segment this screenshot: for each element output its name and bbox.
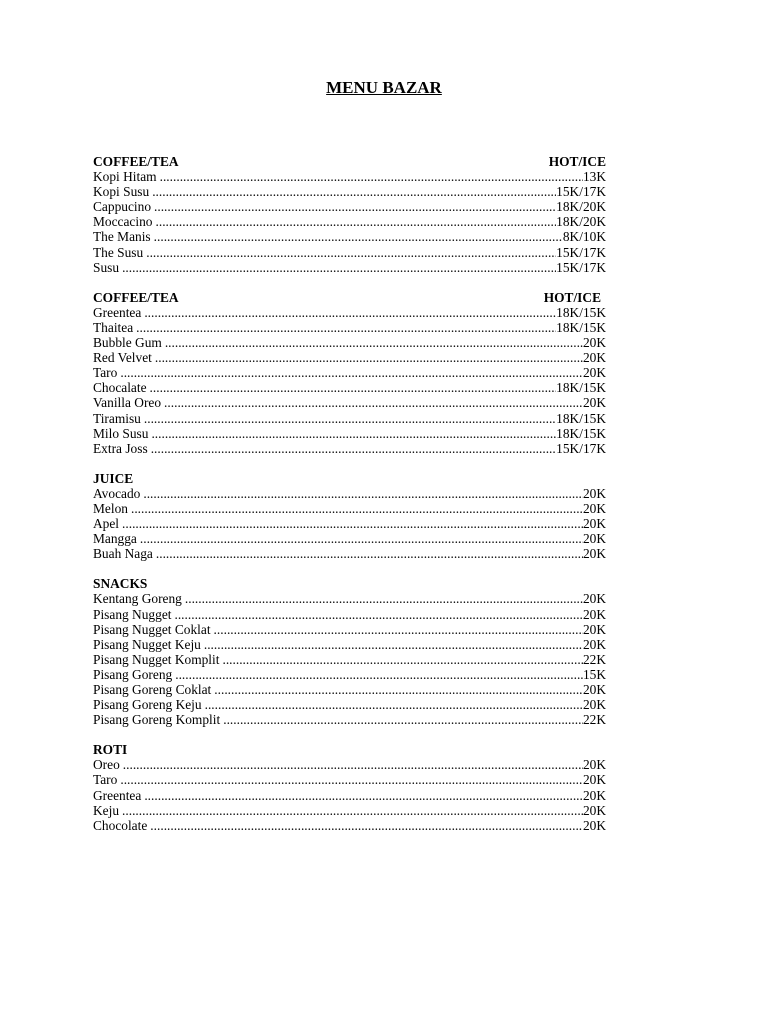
menu-item-name: Kopi Susu xyxy=(93,184,150,200)
menu-item-price: 20K xyxy=(582,350,606,366)
dot-leader xyxy=(172,667,583,682)
menu-item-name: Avocado xyxy=(93,485,141,501)
menu-item-price: 15K/17K xyxy=(556,259,606,275)
dot-leader xyxy=(152,350,583,365)
menu-item-price: 18K/15K xyxy=(556,304,606,320)
menu-item xyxy=(93,712,606,727)
menu-item-price: 20K xyxy=(582,787,606,803)
menu-item-name: Oreo xyxy=(93,757,120,773)
menu-item xyxy=(93,531,606,546)
menu-item-name: Chocalate xyxy=(93,380,147,396)
menu-item-name: Moccacino xyxy=(93,214,153,230)
menu-item-name: Apel xyxy=(93,516,120,532)
dot-leader xyxy=(117,772,583,787)
dot-leader xyxy=(182,591,583,606)
menu-item-price: 15K xyxy=(582,666,606,682)
menu-section-coffee-tea xyxy=(93,154,606,275)
section-header xyxy=(93,471,606,486)
menu-item-name: Milo Susu xyxy=(93,425,149,441)
dot-leader xyxy=(141,305,556,320)
section-header xyxy=(93,290,606,305)
section-column-label: HOT/ICE xyxy=(543,289,601,305)
menu-item xyxy=(93,214,606,229)
menu-item xyxy=(93,667,606,682)
dot-leader xyxy=(149,184,556,199)
dot-leader xyxy=(140,486,583,501)
dot-leader xyxy=(148,426,556,441)
dot-leader xyxy=(147,380,557,395)
dot-leader xyxy=(147,818,583,833)
menu-item-name: Pisang Goreng Keju xyxy=(93,697,202,713)
menu-item-price: 8K/10K xyxy=(562,229,606,245)
menu-item xyxy=(93,245,606,260)
section-header xyxy=(93,576,606,591)
menu-item xyxy=(93,380,606,395)
menu-item-name: Tiramisu xyxy=(93,410,141,426)
dot-leader xyxy=(128,501,583,516)
menu-item-name: Pisang Nugget Coklat xyxy=(93,621,211,637)
menu-item-name: Chocolate xyxy=(93,817,148,833)
menu-item-price: 20K xyxy=(582,636,606,652)
dot-leader xyxy=(119,803,583,818)
section-column-label: HOT/ICE xyxy=(548,154,606,169)
menu-item-name: Extra Joss xyxy=(93,440,148,456)
menu-item-price: 13K xyxy=(582,169,606,185)
dot-leader xyxy=(143,245,556,260)
menu-item-name: The Susu xyxy=(93,244,144,260)
menu-item-name: Kentang Goreng xyxy=(93,591,182,607)
menu-item-name: Vanilla Oreo xyxy=(93,395,162,411)
dot-leader xyxy=(211,682,583,697)
menu-item xyxy=(93,395,606,410)
section-header xyxy=(93,154,606,169)
dot-leader xyxy=(153,214,557,229)
menu-item xyxy=(93,818,606,833)
menu-item xyxy=(93,622,606,637)
menu-item xyxy=(93,788,606,803)
menu-item-price: 20K xyxy=(582,531,606,547)
menu-section-roti xyxy=(93,742,606,833)
dot-leader xyxy=(202,697,583,712)
dot-leader xyxy=(157,169,583,184)
dot-leader xyxy=(151,199,556,214)
menu-item-price: 15K/17K xyxy=(556,440,606,456)
menu-item-price: 18K/20K xyxy=(556,199,606,215)
menu-item-price: 20K xyxy=(582,757,606,773)
menu-item-name: Susu xyxy=(93,259,120,275)
menu-item-price: 18K/15K xyxy=(556,410,606,426)
page-title: MENU BAZAR xyxy=(326,78,442,97)
menu-item-name: Pisang Nugget Keju xyxy=(93,636,201,652)
section-header xyxy=(93,742,606,757)
dot-leader xyxy=(133,320,556,335)
menu-item-name: Pisang Nugget Komplit xyxy=(93,651,220,667)
menu-item-price: 20K xyxy=(582,697,606,713)
menu-item-name: Greentea xyxy=(93,787,142,803)
menu-item-name: Greentea xyxy=(93,304,142,320)
menu-item xyxy=(93,229,606,244)
menu-section-coffee-tea xyxy=(93,290,606,456)
dot-leader xyxy=(117,365,583,380)
menu-item-name: The Manis xyxy=(93,229,151,245)
menu-item-name: Buah Naga xyxy=(93,546,153,562)
dot-leader xyxy=(120,757,583,772)
menu-item-price: 15K/17K xyxy=(556,244,606,260)
dot-leader xyxy=(141,411,556,426)
dot-leader xyxy=(119,260,556,275)
menu-item-price: 20K xyxy=(582,485,606,501)
menu-item-name: Red Velvet xyxy=(93,350,152,366)
menu-section-juice xyxy=(93,471,606,562)
menu-item-price: 20K xyxy=(582,802,606,818)
dot-leader xyxy=(137,531,583,546)
menu-item-name: Kopi Hitam xyxy=(93,169,157,185)
menu-item xyxy=(93,199,606,214)
menu-item xyxy=(93,516,606,531)
menu-item-price: 18K/15K xyxy=(556,319,606,335)
menu-item xyxy=(93,546,606,561)
menu-list xyxy=(93,154,606,848)
menu-item xyxy=(93,682,606,697)
menu-item xyxy=(93,607,606,622)
menu-item-price: 20K xyxy=(582,682,606,697)
dot-leader xyxy=(141,788,583,803)
menu-item xyxy=(93,320,606,335)
menu-item-name: Bubble Gum xyxy=(93,335,162,351)
menu-item-name: Melon xyxy=(93,500,128,516)
menu-item xyxy=(93,772,606,787)
menu-item-price: 15K/17K xyxy=(556,184,606,200)
menu-item-price: 20K xyxy=(582,817,606,833)
menu-item-name: Mangga xyxy=(93,531,137,547)
dot-leader xyxy=(153,546,583,561)
menu-item-name: Pisang Goreng xyxy=(93,666,173,682)
menu-item-price: 22K xyxy=(582,651,606,667)
dot-leader xyxy=(161,395,583,410)
menu-item xyxy=(93,169,606,184)
menu-item xyxy=(93,697,606,712)
menu-item-price: 20K xyxy=(582,395,606,411)
dot-leader xyxy=(171,607,582,622)
menu-item-price: 22K xyxy=(582,712,606,728)
dot-leader xyxy=(220,712,583,727)
menu-item-price: 20K xyxy=(582,772,606,788)
menu-item xyxy=(93,305,606,320)
menu-item xyxy=(93,335,606,350)
menu-item-price: 18K/15K xyxy=(556,380,606,396)
menu-item-price: 18K/20K xyxy=(556,214,606,230)
menu-item xyxy=(93,365,606,380)
menu-item xyxy=(93,426,606,441)
section-heading: JUICE xyxy=(93,470,134,486)
menu-item-name: Taro xyxy=(93,365,118,381)
menu-item xyxy=(93,652,606,667)
menu-item-name: Taro xyxy=(93,772,118,788)
menu-item-price: 18K/15K xyxy=(556,425,606,441)
menu-section-snacks xyxy=(93,576,606,727)
section-heading: SNACKS xyxy=(93,576,148,592)
menu-item-name: Keju xyxy=(93,802,120,818)
dot-leader xyxy=(219,652,582,667)
section-heading: ROTI xyxy=(93,742,128,758)
menu-item xyxy=(93,757,606,772)
menu-item xyxy=(93,591,606,606)
dot-leader xyxy=(148,441,556,456)
menu-item-name: Pisang Goreng Komplit xyxy=(93,712,221,728)
dot-leader xyxy=(151,229,563,244)
menu-item-price: 20K xyxy=(582,546,606,562)
dot-leader xyxy=(119,516,583,531)
dot-leader xyxy=(162,335,583,350)
menu-item-price: 20K xyxy=(582,606,606,622)
menu-item-name: Pisang Goreng Coklat xyxy=(93,682,212,697)
menu-item xyxy=(93,486,606,501)
menu-item xyxy=(93,260,606,275)
menu-item-name: Thaitea xyxy=(93,319,134,335)
dot-leader xyxy=(201,637,583,652)
menu-item-price: 20K xyxy=(582,500,606,516)
menu-item xyxy=(93,803,606,818)
menu-item xyxy=(93,501,606,516)
menu-item-price: 20K xyxy=(582,621,606,637)
section-heading: COFFEE/TEA xyxy=(93,289,179,305)
menu-item xyxy=(93,184,606,199)
menu-item xyxy=(93,637,606,652)
menu-item-price: 20K xyxy=(582,365,606,381)
section-heading: COFFEE/TEA xyxy=(93,154,179,169)
menu-item-price: 20K xyxy=(582,591,606,607)
dot-leader xyxy=(211,622,583,637)
menu-item-price: 20K xyxy=(582,516,606,532)
menu-item-price: 20K xyxy=(582,335,606,351)
menu-item-name: Pisang Nugget xyxy=(93,606,172,622)
menu-item-name: Cappucino xyxy=(93,199,152,215)
menu-item xyxy=(93,350,606,365)
menu-item xyxy=(93,411,606,426)
menu-item xyxy=(93,441,606,456)
